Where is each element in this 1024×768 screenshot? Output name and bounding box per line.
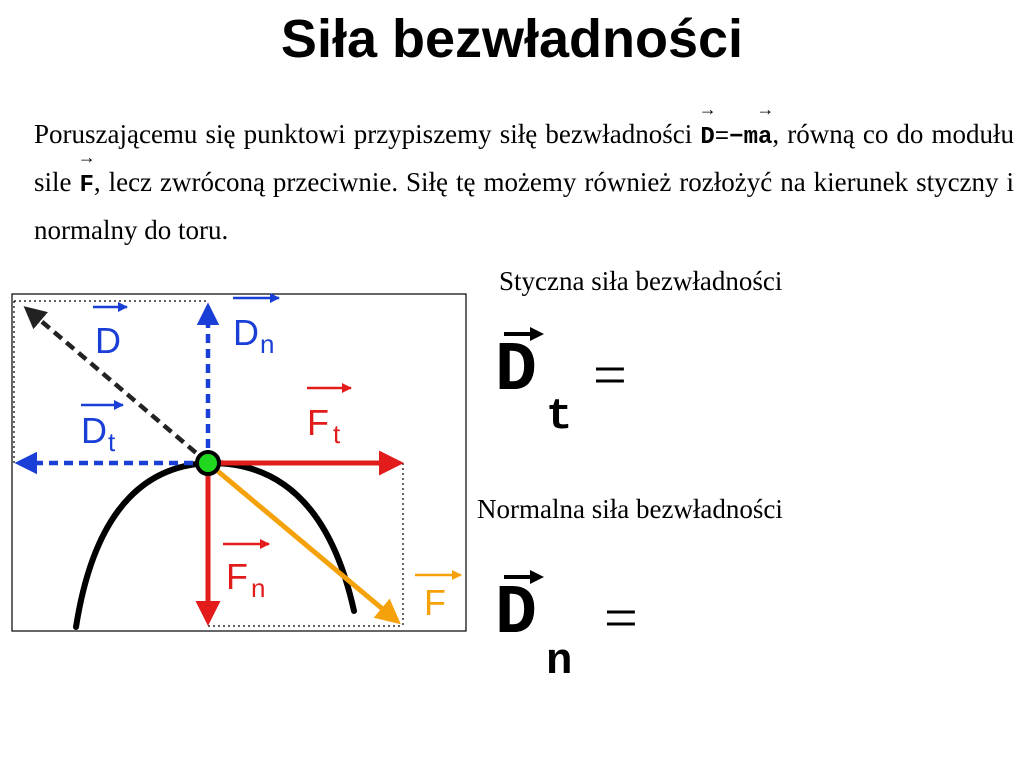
paragraph-text-2: równą co do modułu sile [34, 119, 1015, 197]
svg-text:F: F [424, 582, 446, 623]
vector-a: → a [758, 101, 773, 151]
vector-f: → F [79, 149, 94, 199]
paragraph-text-1: Poruszającemu się punktowi przypiszemy siłę bezwładności [34, 119, 693, 149]
paragraph-comma: , [772, 119, 780, 149]
normal-subscript: n [546, 637, 573, 687]
svg-text:F: F [226, 556, 248, 597]
svg-text:n: n [251, 573, 266, 603]
svg-text:D: D [95, 320, 121, 361]
svg-text:n: n [260, 329, 275, 359]
svg-text:t: t [333, 419, 341, 449]
formula-d-equals-ma: → D=−m → a [700, 124, 772, 151]
slide-title: Siła bezwładności [280, 9, 744, 69]
intro-paragraph [34, 101, 1015, 252]
svg-text:F: F [307, 402, 329, 443]
material-point [197, 452, 219, 474]
svg-text:D: D [233, 312, 259, 353]
tangential-symbol: D [495, 332, 538, 411]
paragraph-text-3: , lecz zwróconą przeciwnie. Siłę tę możemy również rozłożyć na kierunek styczny i normalny do toru. [34, 167, 1015, 245]
svg-text:t: t [108, 427, 116, 457]
vector-d: → D [700, 101, 715, 151]
normal-heading: Normalna siła bezwładności [477, 494, 783, 524]
force-diagram [11, 293, 467, 633]
tangential-subscript: t [546, 392, 573, 442]
tangential-equals: = [593, 342, 627, 408]
normal-equals: = [604, 585, 638, 651]
svg-text:D: D [81, 410, 107, 451]
tangential-heading: Styczna siła bezwładności [499, 266, 783, 296]
normal-symbol: D [495, 575, 538, 654]
